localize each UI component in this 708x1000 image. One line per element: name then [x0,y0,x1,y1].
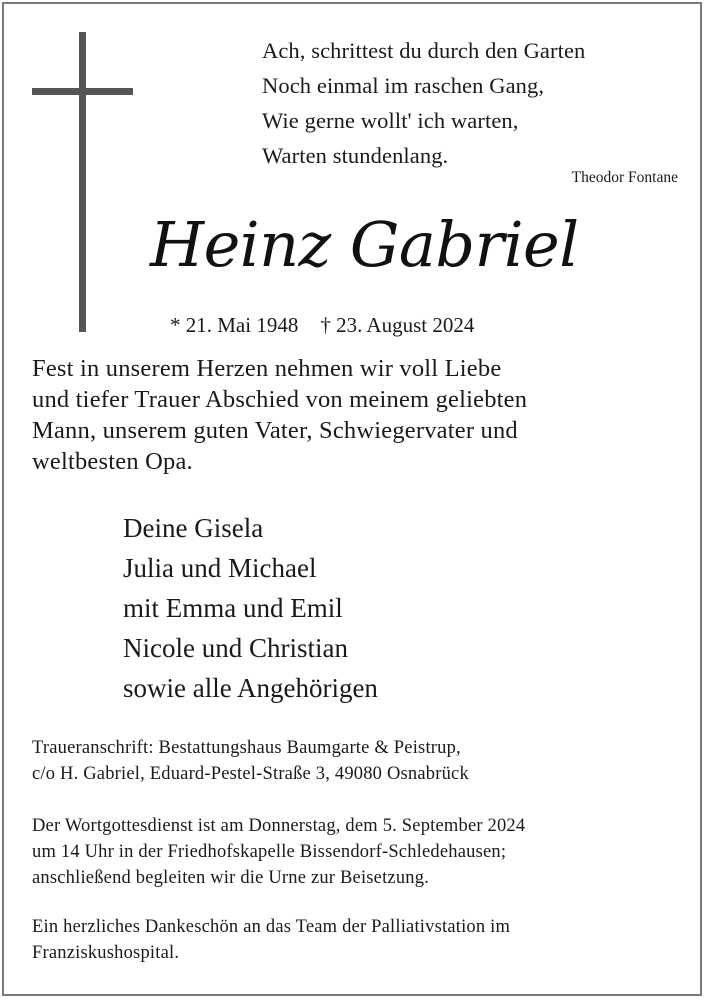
poem [262,33,585,173]
message-line: und tiefer Trauer Abschied von meinem geliebten [32,386,528,413]
service-info [32,813,525,891]
poem-line: Noch einmal im raschen Gang, [262,73,545,98]
cross-vertical-bar [79,32,86,332]
address-line: c/o H. Gabriel, Eduard-Pestel-Straße 3, 49080 Osnabrück [32,764,469,784]
poem-line: Warten stundenlang. [262,143,449,168]
cross-horizontal-bar [32,88,133,95]
message-line: weltbesten Opa. [32,448,193,475]
mourner: sowie alle Angehörigen [123,673,378,703]
mourner: mit Emma und Emil [123,593,343,623]
deceased-name: Heinz Gabriel [150,208,579,281]
message-line: Mann, unserem guten Vater, Schwiegervater und [32,417,518,444]
farewell-message [32,353,682,477]
poem-author: Theodor Fontane [571,169,678,186]
thanks-line: Franziskushospital. [32,943,180,963]
thanks-line: Ein herzliches Dankeschön an das Team der Palliativstation im [32,917,511,937]
birth-date: * 21. Mai 1948 [170,313,299,337]
address-line: Traueranschrift: Bestattungshaus Baumgarte & Peistrup, [32,738,461,758]
service-line: um 14 Uhr in der Friedhofskapelle Bissendorf-Schledehausen; [32,842,507,862]
poem-line: Wie gerne wollt' ich warten, [262,108,519,133]
mourner: Nicole und Christian [123,633,348,663]
death-date: † 23. August 2024 [320,313,475,337]
life-dates [170,310,474,340]
message-line: Fest in unserem Herzen nehmen wir voll Liebe [32,355,502,382]
mourner: Julia und Michael [123,553,317,583]
poem-line: Ach, schrittest du durch den Garten [262,38,586,63]
service-line: anschließend begleiten wir die Urne zur Beisetzung. [32,868,430,888]
service-line: Der Wortgottesdienst ist am Donnerstag, dem 5. September 2024 [32,816,526,836]
thanks-note [32,914,510,966]
mourners-list [123,508,378,708]
mourner: Deine Gisela [123,513,264,543]
mourning-address [32,735,469,787]
